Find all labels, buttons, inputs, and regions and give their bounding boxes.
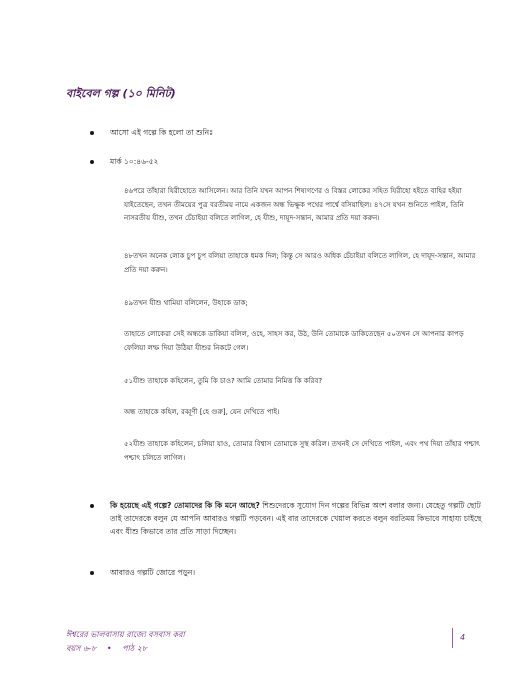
discussion-question: কি হয়েছে এই গল্পে? তোমাদের কি কি মনে আছে? xyxy=(110,501,260,510)
bullet-text: আসো এই গল্পে কি হলো তা শুনিঃ xyxy=(110,128,214,137)
discussion-instructions: শিশুদেরকে সুযোগ দিন গল্পের বিভিন্ন অংশ বলার জন্য। যেহেতু গল্পটি ছোট তাই তাদেরকে বলুন যে আপনি আবারও গল্পটি পড়বেন। এই বার তাদেরকে খেয়াল করতে বলুন বরতিময় কিভাবে সাহায্য চাইছে এবং যীশু কিভাবে তার প্রতি সাড়া দিচ্ছেন। xyxy=(110,501,482,536)
bullet-text: আবারও গল্পটি জোরে পড়ুন। xyxy=(110,568,196,577)
footer-separator: • xyxy=(106,644,112,653)
page-number: 4 xyxy=(460,633,466,642)
list-item xyxy=(90,499,490,538)
footer-divider xyxy=(452,628,453,648)
list-item xyxy=(90,126,490,139)
bullet-text xyxy=(110,499,490,538)
bullet-icon xyxy=(90,571,94,575)
footer-subtitle xyxy=(66,643,147,656)
scripture-paragraph: ৪৬পরে তাঁহারা যিরীহোতে আসিলেন। আর তিনি যখন আপন শিষ্যগণের ও বিস্তর লোকের সহিত যিরীহো হইতে বাহির হইয়া যাইতেছেন, তখন তীময়ের পুত্র বরতীময় নামে একজন অন্ধ ভিক্ষুক পথের পার্শ্বে বসিয়াছিল। ৪৭সে যখন শুনিতে পাইল, তিনি নাসরতীয় যীশু, তখন চেঁচাইয়া বলিতে লাগিল, হে যীশু, দায়ূদ-সন্তান, আমার প্রতি দয়া করুন। xyxy=(124,187,464,222)
list-item xyxy=(90,566,490,579)
list-item xyxy=(90,155,490,168)
footer-lesson: পাঠ ২৮ xyxy=(122,644,148,653)
bullet-icon xyxy=(90,160,94,164)
footer-age: বয়স ৬-৮ xyxy=(66,644,97,653)
scripture-reference: মার্ক ১০:৪৬-৫২ xyxy=(110,157,159,166)
scripture-paragraph: অন্ধ তাহাকে কহিল, রব্বূণী [হে গুরু], যেন দেখিতে পাই। xyxy=(124,408,280,416)
scripture-paragraph: ৫১যীশু তাহাকে কহিলেন, তুমি কি চাও? আমি তোমার নিমিত্ত কি করিব? xyxy=(124,377,323,385)
scripture-paragraph: ৫২যীশু তাহাকে কহিলেন, চলিয়া যাও, তোমার বিশ্বাস তোমাকে সুস্থ করিল। তখনই সে দেখিতে পাইল, এবং পথ দিয়া তাঁহার পশ্চাৎ পশ্চাৎ চলিতে লাগিল। xyxy=(124,440,480,462)
section-title: বাইবেল গল্প (১০ মিনিট) xyxy=(66,87,176,100)
footer-title: ঈশ্বরের ভালবাসায় রাজ্যে বসবাস করা xyxy=(66,630,185,639)
scripture-paragraph: তাহাতে লোকেরা সেই অন্ধকে ডাকিয়া বলিল, ওহে, সাহস কর, উঠ, উনি তোমাকে ডাকিতেছেন ৫০তখন সে আপনার কাপড় ফেলিয়া লম্ফ দিয়া উঠিয়া যীশুর নিকটে গেল। xyxy=(124,330,464,352)
bullet-icon xyxy=(90,131,94,135)
bullet-icon xyxy=(90,504,94,508)
scripture-paragraph: ৪৯তখন যীশু থামিয়া বলিলেন, উহাকে ডাক; xyxy=(124,299,248,307)
scripture-paragraph: ৪৮তখন অনেক লোক চুপ চুপ বলিয়া তাহাকে ধমক দিল; কিন্তু সে আরও অধিক চেঁচাইয়া বলিতে লাগিল, হে দায়ূদ-সন্তান, আমার প্রতি দয়া করুন। xyxy=(124,252,476,274)
